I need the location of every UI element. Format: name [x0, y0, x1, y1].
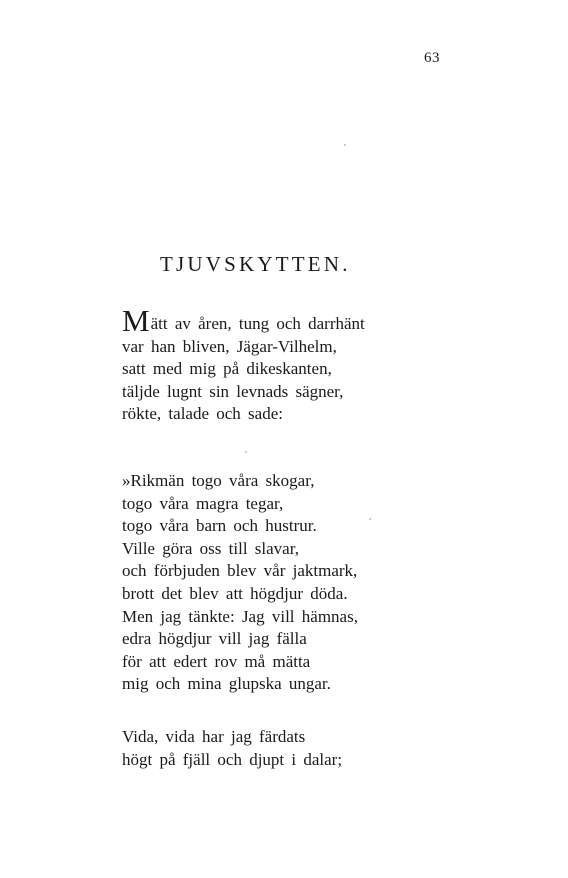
poem-line: täljde lugnt sin levnads sägner,	[122, 381, 344, 401]
poem-line: Vida, vida har jag färdats	[122, 727, 306, 746]
poem-line: edra högdjur vill jag fälla	[122, 629, 307, 649]
poem-line: togo våra barn och hustrur.	[122, 516, 317, 536]
poem-line: Men jag tänkte: Jag vill hämnas,	[122, 606, 358, 626]
poem-line: för att edert rov må mätta	[122, 651, 311, 671]
drop-cap: M	[122, 303, 150, 338]
paper-speck	[344, 144, 346, 146]
poem-line: och förbjuden blev vår jaktmark,	[122, 561, 358, 581]
stanza	[122, 726, 342, 771]
poem-line: satt med mig på dikeskanten,	[122, 359, 332, 379]
poem-line: rökte, talade och sade:	[122, 404, 283, 424]
poem-line: var han bliven, Jägar-Vilhelm,	[122, 336, 337, 356]
poem-line: togo våra magra tegar,	[122, 493, 284, 513]
page-number: 63	[424, 50, 440, 66]
poem-line-text: ätt av åren, tung och darrhänt	[150, 314, 365, 333]
poem-title: TJUVSKYTTEN.	[160, 252, 351, 276]
poem-line: »Rikmän togo våra skogar,	[122, 471, 315, 490]
poem-line: brott det blev att högdjur döda.	[122, 583, 348, 603]
paper-speck	[369, 518, 371, 520]
poem-line: högt på fjäll och djupt i dalar;	[122, 749, 343, 769]
stanza	[122, 470, 358, 696]
stanza	[122, 303, 365, 426]
paper-speck	[245, 451, 247, 453]
poem-line	[122, 303, 365, 338]
poem-line: Ville göra oss till slavar,	[122, 538, 299, 558]
poem-line: mig och mina glupska ungar.	[122, 674, 331, 694]
